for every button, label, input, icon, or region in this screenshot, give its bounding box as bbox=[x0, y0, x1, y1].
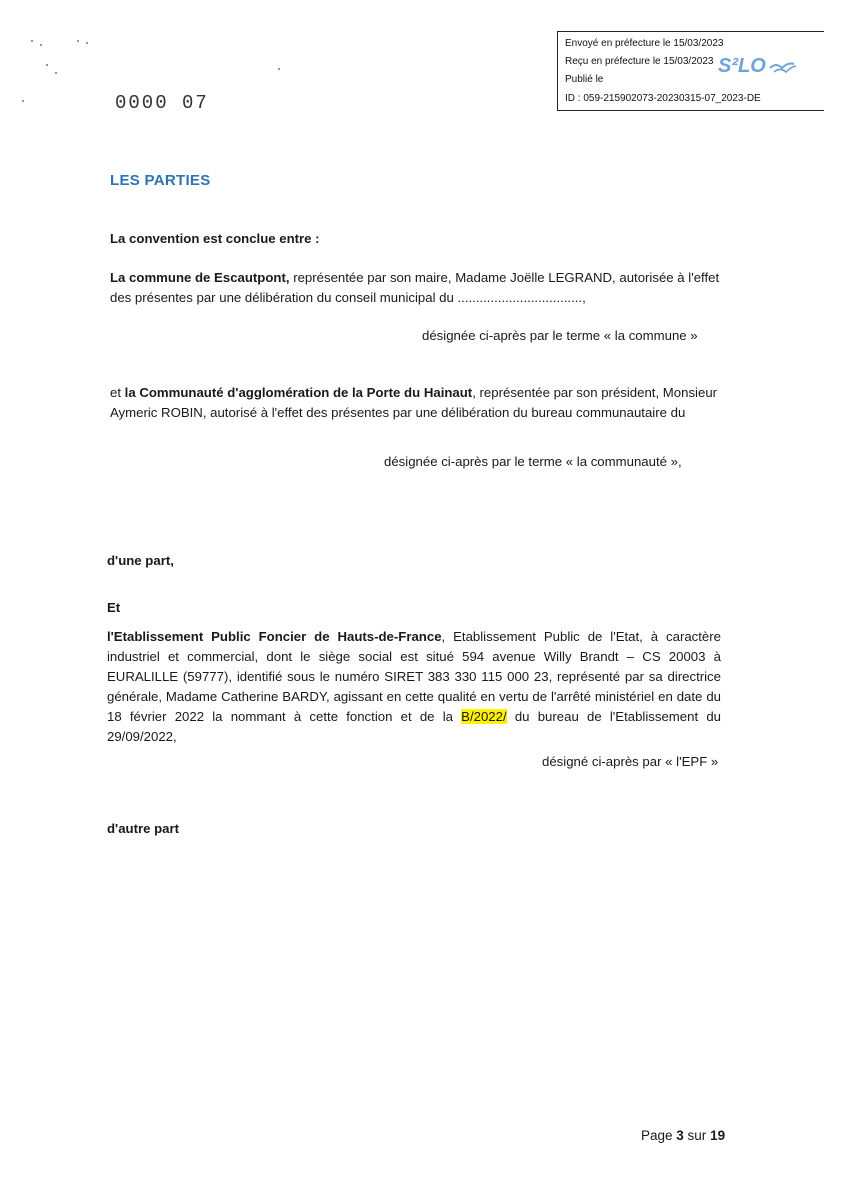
communaute-line1-rest: , représentée par son président, Monsieur bbox=[472, 385, 718, 400]
commune-line2: des présentes par une délibération du conseil municipal du .................................., bbox=[110, 290, 586, 305]
footer-of-word: sur bbox=[683, 1128, 711, 1143]
commune-line1 bbox=[110, 268, 719, 288]
epf-designation: désigné ci-après par « l'EPF » bbox=[542, 754, 719, 769]
communaute-name: la Communauté d'agglomération de la Porte du Hainaut bbox=[124, 385, 473, 400]
footer-total-pages: 19 bbox=[710, 1128, 726, 1143]
footer-current-page: 3 bbox=[676, 1128, 684, 1143]
epf-text1: , Etablissement Public de l'Etat, à caractère industriel et commercial, dont le siège social est situé 594 avenue Willy Brandt – CS 20003 à EURALILLE (59777), identifié sous le numéro SIRET 383 330 115 000 23, représenté par sa directrice générale, Madame Catherine BARDY, agissant en cette qualité en vertu de l'arrêté ministériel en date du 18 février 2022 la nommant à cette fonction et de la bbox=[107, 629, 721, 724]
intro-text: La convention est conclue entre : bbox=[110, 231, 320, 246]
page-footer bbox=[641, 1128, 725, 1143]
communaute-prefix: et bbox=[110, 385, 125, 400]
commune-name: La commune de Escautpont, bbox=[110, 270, 290, 285]
footer-page-word: Page bbox=[641, 1128, 677, 1143]
et-text: Et bbox=[107, 600, 121, 615]
epf-name: l'Etablissement Public Foncier de Hauts-de-France bbox=[107, 629, 442, 644]
stamp-published: Publié le bbox=[565, 74, 604, 85]
dune-part: d'une part, bbox=[107, 553, 174, 568]
slo-logo bbox=[718, 50, 798, 80]
commune-designation: désignée ci-après par le terme « la commune » bbox=[422, 328, 698, 343]
stamp-received: Reçu en préfecture le 15/03/2023 bbox=[565, 56, 714, 67]
communaute-line1 bbox=[110, 383, 717, 403]
stamp-sent: Envoyé en préfecture le 15/03/2023 bbox=[565, 38, 724, 49]
commune-line1-rest: représentée par son maire, Madame Joëlle LEGRAND, autorisée à l'effet bbox=[289, 270, 720, 285]
section-title: LES PARTIES bbox=[110, 172, 211, 189]
epf-text2: du bureau de l'Etablissement du 29/09/2022, bbox=[107, 709, 721, 744]
dautre-part: d'autre part bbox=[107, 821, 180, 836]
epf-highlight: B/2022/ bbox=[461, 709, 507, 724]
epf-paragraph bbox=[107, 627, 721, 747]
slo-logo-text: S²LO bbox=[718, 55, 766, 77]
prefecture-stamp bbox=[557, 31, 824, 111]
stamp-number: 0000 07 bbox=[115, 92, 209, 114]
communaute-designation: désignée ci-après par le terme « la communauté », bbox=[384, 454, 682, 469]
stamp-id: ID : 059-215902073-20230315-07_2023-DE bbox=[565, 93, 761, 104]
communaute-line2: Aymeric ROBIN, autorisé à l'effet des présentes par une délibération du bureau communautaire du bbox=[110, 405, 686, 420]
